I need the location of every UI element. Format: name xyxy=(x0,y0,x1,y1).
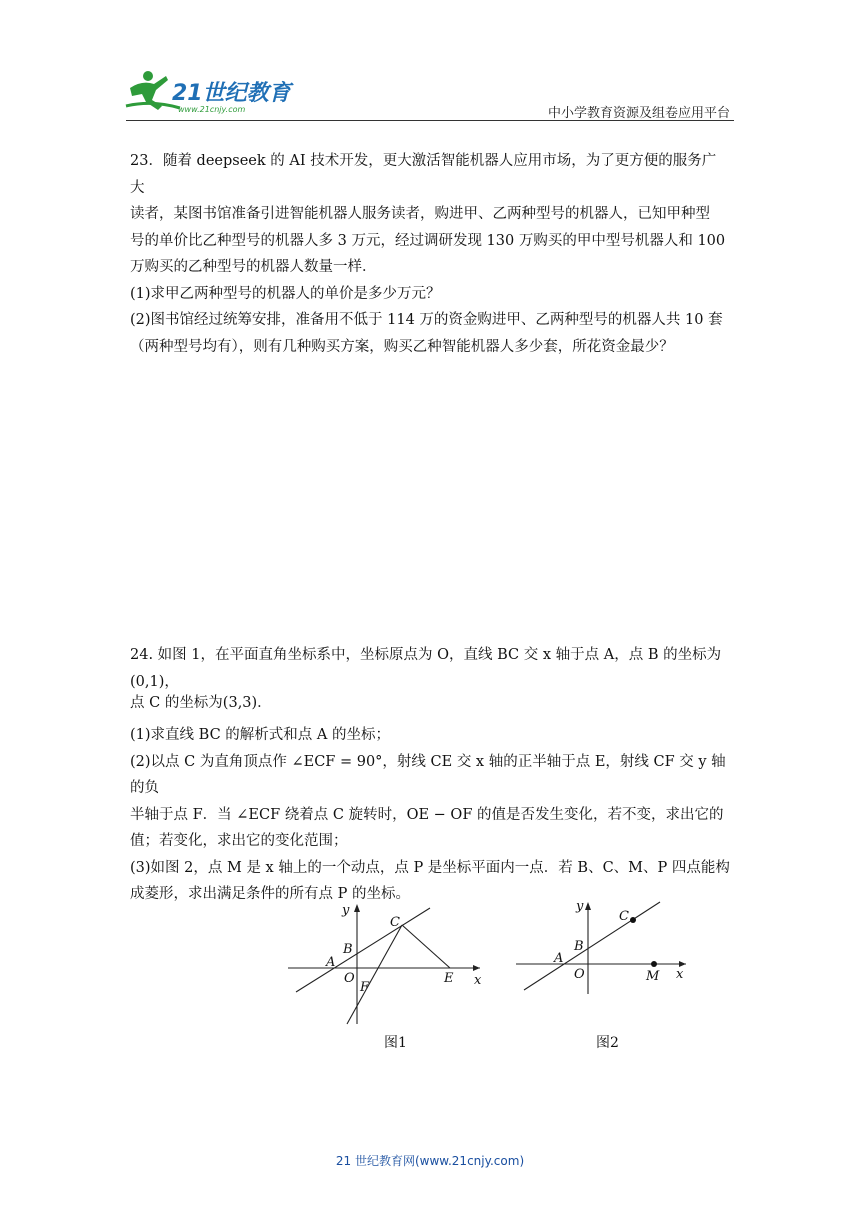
label-b: B xyxy=(574,939,584,954)
platform-name: 中小学教育资源及组卷应用平台 xyxy=(547,106,730,121)
point-c xyxy=(630,917,636,923)
ray-ce xyxy=(402,925,450,968)
ray-cf xyxy=(347,925,402,1024)
y-arrow-icon xyxy=(354,904,360,912)
label-y: y xyxy=(576,899,584,914)
label-c: C xyxy=(619,909,629,924)
q24-part-1: (1)求直线 BC 的解析式和点 A 的坐标； xyxy=(130,727,390,743)
q23-line: 万购买的乙种型号的机器人数量一样． xyxy=(130,259,377,275)
label-x: x xyxy=(474,973,482,988)
page-footer: 21 世纪教育网(www.21cnjy.com) xyxy=(335,1154,525,1168)
label-a: A xyxy=(554,951,564,966)
figure-1 xyxy=(284,898,494,1030)
q24-part-3: (3)如图 2，点 M 是 x 轴上的一个动点，点 P 是坐标平面内一点．若 B、C、M、P 四点能构 xyxy=(130,859,730,876)
q23-line: 读者，某图书馆准备引进智能机器人服务读者，购进甲、乙两种型号的机器人，已知甲种型 xyxy=(130,206,710,222)
q24-line-1: 24. 如图 1，在平面直角坐标系中，坐标原点为 O，直线 BC 交 x 轴于点 A，点 B 的坐标为(0,1)， xyxy=(130,647,722,690)
page-header xyxy=(0,0,860,130)
q23-line: 23．随着 deepseek 的 AI 技术开发，更大激活智能机器人应用市场，为了更方便的服务广大 xyxy=(130,153,717,196)
q23-part-1: (1)求甲乙两种型号的机器人的单价是多少万元？ xyxy=(130,285,441,302)
label-o: O xyxy=(344,971,355,986)
line-bc xyxy=(524,902,660,990)
label-b: B xyxy=(343,942,353,957)
question-24-cont xyxy=(130,690,730,717)
q24-part-2: (2)以点 C 为直角顶点作 ∠ECF = 90°，射线 CE 交 x 轴的正半轴于点 E，射线 CF 交 y 轴的负 xyxy=(130,753,726,796)
q23-line: 号的单价比乙种型号的机器人多 3 万元，经过调研发现 130 万购买的甲中型号机器人和 100 xyxy=(130,232,726,249)
logo-url: www.21cnjy.com xyxy=(178,105,246,114)
question-23 xyxy=(130,148,730,360)
site-logo xyxy=(122,66,297,118)
q23-part-2-cont: （两种型号均有），则有几种购买方案，购买乙种智能机器人多少套，所花资金最少？ xyxy=(130,338,674,355)
q24-part-2-cont: 值；若变化，求出它的变化范围； xyxy=(130,833,348,849)
label-x: x xyxy=(676,967,684,982)
question-24 xyxy=(130,642,730,695)
q24-part-2-cont: 半轴于点 F．当 ∠ECF 绕着点 C 旋转时，OE − OF 的值是否发生变化，若不变，求出它的 xyxy=(130,806,724,823)
label-o: O xyxy=(574,967,585,982)
label-a: A xyxy=(326,955,336,970)
figure-1-caption: 图1 xyxy=(384,1035,407,1051)
question-24-parts xyxy=(130,722,730,908)
label-y: y xyxy=(342,903,350,918)
figure-2 xyxy=(512,896,696,996)
label-e: E xyxy=(444,971,454,986)
q24-part-3-cont: 成菱形，求出满足条件的所有点 P 的坐标。 xyxy=(130,886,410,902)
logo-text: 21世纪教育 xyxy=(172,81,291,106)
q24-line-2: 点 C 的坐标为(3,3)． xyxy=(130,695,272,711)
x-arrow-icon xyxy=(473,965,480,971)
point-m xyxy=(651,961,657,967)
figure-2-caption: 图2 xyxy=(596,1035,619,1051)
label-f: F xyxy=(360,980,370,995)
label-m: M xyxy=(646,969,660,984)
label-c: C xyxy=(390,915,400,930)
q23-part-2: (2)图书馆经过统筹安排，准备用不低于 114 万的资金购进甲、乙两种型号的机器人共 10 套 xyxy=(130,312,723,328)
y-arrow-icon xyxy=(585,902,591,910)
header-divider xyxy=(126,120,734,121)
